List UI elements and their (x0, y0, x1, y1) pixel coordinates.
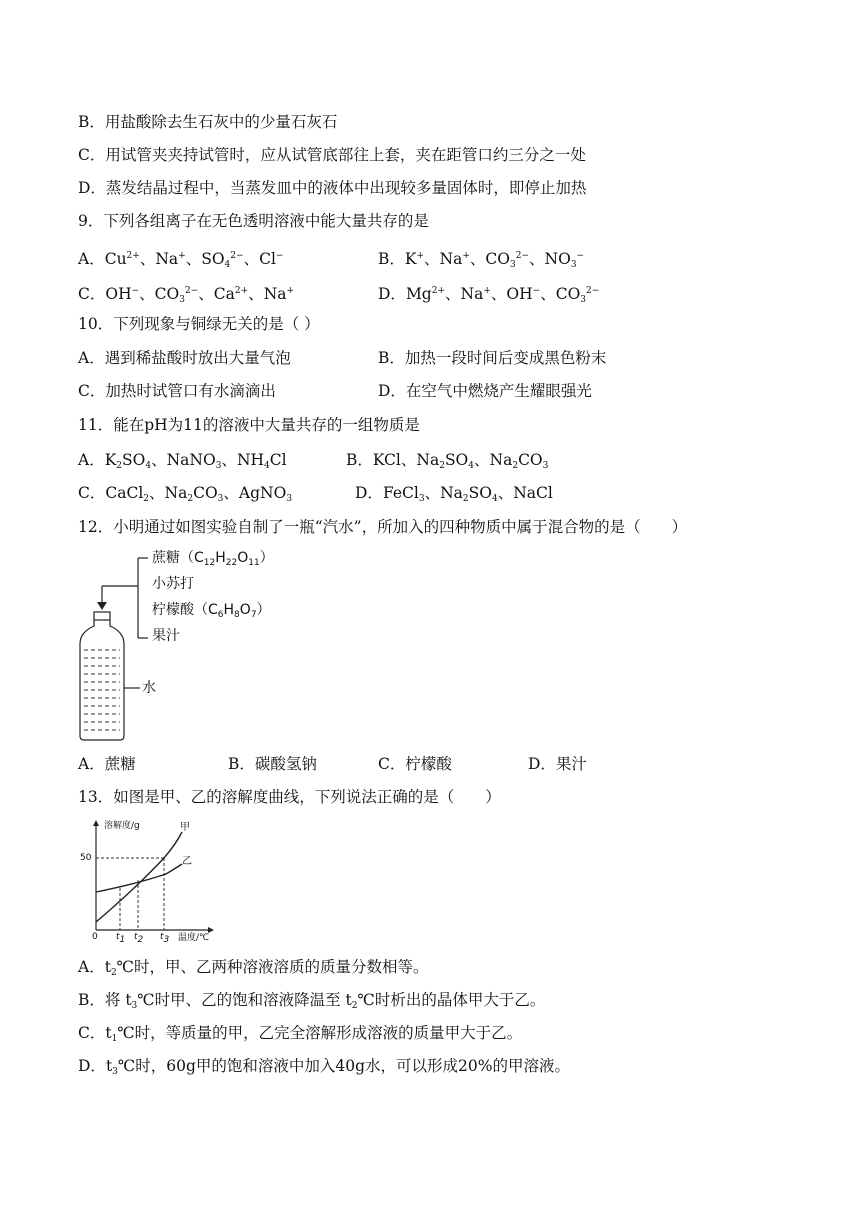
q11-stem: 11．能在pH为11的溶液中大量共存的一组物质是 (78, 416, 420, 434)
q9-option-b: B．K+、Na+、$CO_3^{2-}$、$NO_3^-$ (378, 250, 585, 270)
solubility-curve-figure (76, 818, 216, 946)
soda-bottle-figure (70, 548, 310, 748)
q13-option-c: C．$t_1℃$时，等质量的甲，乙完全溶解形成溶液的质量甲大于乙。 (78, 1024, 523, 1044)
water-label: 水 (142, 680, 156, 696)
curve-yi-label: 乙 (182, 856, 192, 867)
q10-stem: 10．下列现象与铜绿无关的是（ ） (78, 315, 320, 333)
q13-option-a: A．$t_2℃$时，甲、乙两种溶液溶质的质量分数相等。 (78, 958, 429, 978)
t2-tick: $t_2$ (134, 932, 144, 945)
q11-option-a: A．$K_2SO_4$、NaNO$_3$、$NH_4Cl$ (78, 451, 287, 471)
q9-stem: 9．下列各组离子在无色透明溶液中能大量共存的是 (78, 212, 429, 230)
juice-label: 果汁 (152, 628, 180, 644)
q11-option-b: B．KCl、$Na_2SO_4$、$Na_2CO_3$ (346, 451, 549, 471)
x-axis-label: 温度/℃ (178, 933, 210, 943)
t3-tick: $t_3$ (160, 932, 170, 945)
citric-acid-label: 柠檬酸$(C_6H_8O_7)$ (152, 602, 271, 620)
q11-option-d: D．FeCl$_3$、$Na_2SO_4$、NaCl (355, 484, 553, 504)
solubility-curve-graph (76, 818, 216, 946)
q13-stem: 13．如图是甲、乙的溶解度曲线，下列说法正确的是（ ） (78, 788, 501, 806)
curve-yi (96, 864, 182, 892)
q10-option-c: C．加热时试管口有水滴滴出 (78, 382, 276, 400)
q10-option-d: D．在空气中燃烧产生耀眼强光 (378, 382, 592, 400)
y-tick-50: 50 (80, 853, 92, 863)
q12-option-a: A．蔗糖 (78, 755, 136, 773)
q9-option-c: C．OH−、$CO_3^{2-}$、$Ca^{2+}$、Na+ (78, 285, 295, 305)
y-axis-label: 溶解度/g (104, 821, 140, 831)
sucrose-label: 蔗糖$(C_{12}H_{22}O_{11})$ (152, 550, 274, 568)
q12-option-b: B．碳酸氢钠 (228, 755, 317, 773)
q11-option-c: C．CaCl$_2$、$Na_2CO_3$、AgNO$_3$ (78, 484, 293, 504)
q13-option-b: B．将 $t_3℃$时甲、乙的饱和溶液降温至 $t_2℃$时析出的晶体甲大于乙。 (78, 991, 546, 1011)
q12-stem: 12．小明通过如图实验自制了一瓶“汽水”，所加入的四种物质中属于混合物的是（ ） (78, 518, 688, 536)
q12-option-d: D．果汁 (528, 755, 587, 773)
q12-option-c: C．柠檬酸 (378, 755, 452, 773)
q8-option-b: B．用盐酸除去生石灰中的少量石灰石 (78, 113, 338, 131)
q9-option-a: A．$Cu^{2+}$、Na+、$SO_4^{2-}$、Cl− (78, 250, 284, 270)
q9-option-d: D．$Mg^{2+}$、Na+、OH−、$CO_3^{2-}$ (378, 285, 600, 305)
curve-jia-label: 甲 (180, 822, 190, 833)
q10-option-a: A．遇到稀盐酸时放出大量气泡 (78, 349, 291, 367)
curve-jia (96, 832, 182, 922)
baking-soda-label: 小苏打 (152, 576, 194, 592)
q8-option-d: D．蒸发结晶过程中，当蒸发皿中的液体中出现较多量固体时，即停止加热 (78, 179, 587, 197)
origin-label: 0 (92, 932, 98, 942)
q8-option-c: C．用试管夹夹持试管时，应从试管底部往上套，夹在距管口约三分之一处 (78, 146, 586, 164)
q13-option-d: D．$t_3℃$时，60g甲的饱和溶液中加入40g水，可以形成20%的甲溶液。 (78, 1057, 570, 1077)
arrow-icon (97, 602, 107, 610)
t1-tick: $t_1$ (116, 932, 126, 945)
q10-option-b: B．加热一段时间后变成黑色粉末 (378, 349, 607, 367)
